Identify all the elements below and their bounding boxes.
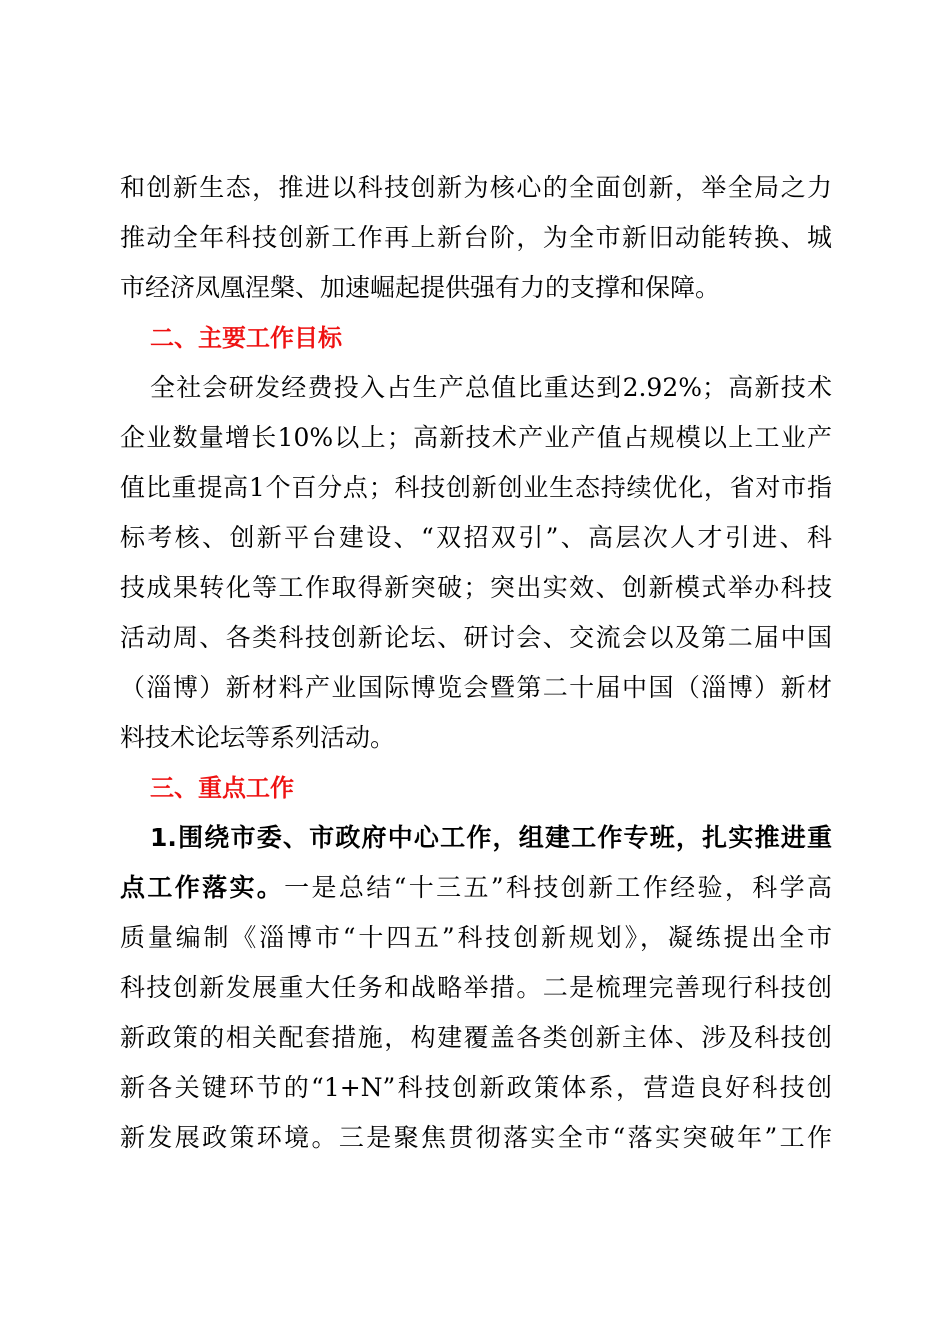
text-line-mixed bbox=[120, 864, 832, 912]
text-line: 全社会研发经费投入占生产总值比重达到2.92%；高新技术 bbox=[150, 373, 832, 402]
text-line: 活动周、各类科技创新论坛、研讨会、交流会以及第二届中国 bbox=[120, 623, 832, 652]
text-line: 标考核、创新平台建设、“双招双引”、高层次人才引进、科 bbox=[120, 523, 832, 552]
text-line: 质量编制《淄博市“十四五”科技创新规划》，凝练提出全市 bbox=[120, 923, 832, 952]
section-heading-main-goals: 二、主要工作目标 bbox=[150, 324, 342, 352]
text-line: 料技术论坛等系列活动。 bbox=[120, 723, 396, 752]
text-line: 和创新生态，推进以科技创新为核心的全面创新，举全局之力 bbox=[120, 173, 832, 202]
text-line: 市经济凤凰涅槃、加速崛起提供强有力的支撑和保障。 bbox=[120, 273, 721, 302]
text-line: 技成果转化等工作取得新突破；突出实效、创新模式举办科技 bbox=[120, 573, 832, 602]
text-line: 科技创新发展重大任务和战略举措。二是梳理完善现行科技创 bbox=[120, 973, 832, 1002]
text-line: 新各关键环节的“1+N”科技创新政策体系，营造良好科技创 bbox=[120, 1073, 832, 1102]
text-line: 推动全年科技创新工作再上新台阶，为全市新旧动能转换、城 bbox=[120, 223, 832, 252]
text-line: 新发展政策环境。三是聚焦贯彻落实全市“落实突破年”工作 bbox=[120, 1123, 832, 1152]
text-line: （淄博）新材料产业国际博览会暨第二十届中国（淄博）新材 bbox=[120, 673, 832, 702]
text-line: 新政策的相关配套措施，构建覆盖各类创新主体、涉及科技创 bbox=[120, 1023, 832, 1052]
text-line: 值比重提高1个百分点；科技创新创业生态持续优化，省对市指 bbox=[120, 473, 832, 502]
text-line: 企业数量增长10%以上；高新技术产业产值占规模以上工业产 bbox=[120, 423, 832, 452]
section-heading-key-work: 三、重点工作 bbox=[150, 774, 294, 802]
item-title-line: 1.围绕市委、市政府中心工作，组建工作专班，扎实推进重 bbox=[150, 823, 832, 852]
item-text: 一是总结“十三五”科技创新工作经验，科学高 bbox=[284, 873, 832, 902]
item-title-end: 点工作落实。 bbox=[120, 873, 285, 902]
